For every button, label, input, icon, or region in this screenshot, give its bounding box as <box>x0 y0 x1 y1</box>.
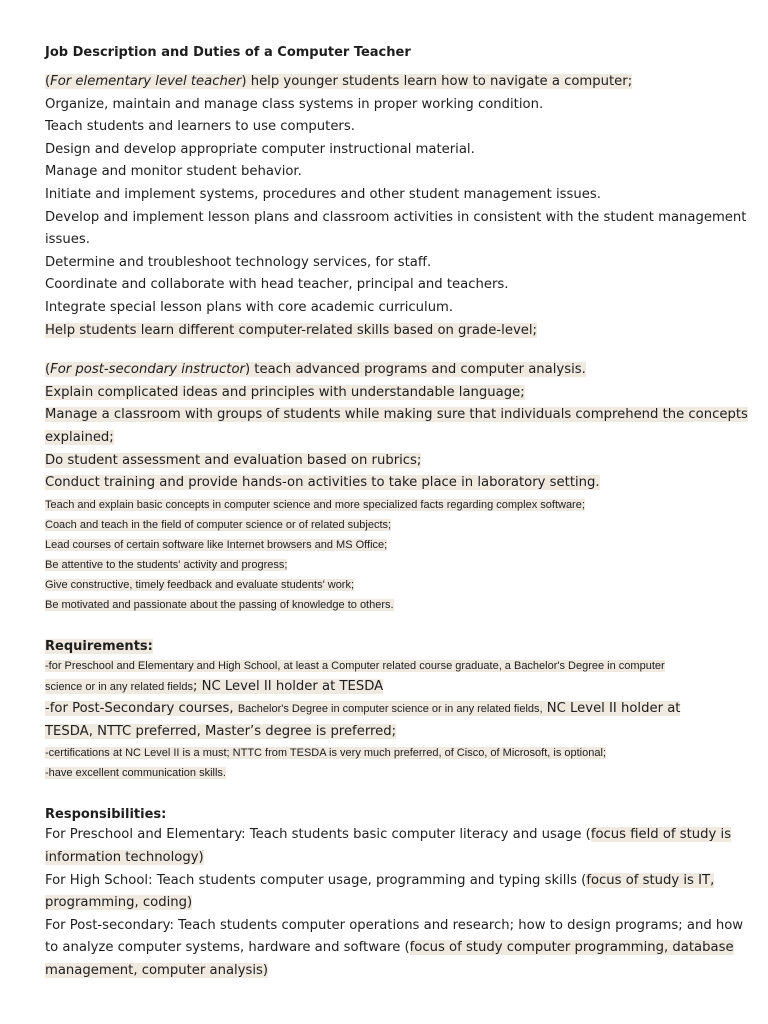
responsibility-item <box>45 960 725 983</box>
responsibility-item <box>45 870 725 893</box>
requirement-item <box>45 743 725 763</box>
small-duty-text: Teach and explain basic concepts in computer science and more specialized facts regarding complex software; <box>45 498 585 511</box>
responsibility-item: For Post-secondary: Teach students computer operations and research; how to design programs; and how <box>45 917 744 933</box>
postsecondary-intro-text: ) teach advanced programs and computer analysis. <box>244 362 586 378</box>
requirement-item <box>45 721 725 744</box>
elementary-intro-label: For elementary level teacher <box>50 74 242 89</box>
elementary-intro-open: ( <box>45 74 51 89</box>
duty-item: Manage and monitor student behavior. <box>45 164 302 180</box>
duty-item-text: Conduct training and provide hands-on activities to take place in laboratory setting. <box>45 475 600 491</box>
page-title: Job Description and Duties of a Computer Teacher <box>45 45 411 60</box>
responsibility-item <box>45 847 725 870</box>
responsibility-text: For High School: Teach students computer usage, programming and typing skills ( <box>45 872 587 888</box>
small-duty-item <box>45 495 725 515</box>
small-duty-text: Coach and teach in the field of computer science or of related subjects; <box>45 518 392 531</box>
responsibilities-heading: Responsibilities: <box>45 807 167 823</box>
requirements-heading <box>45 637 725 656</box>
postsecondary-intro <box>45 359 725 382</box>
requirement-small-text: science or in any related fields <box>45 680 193 693</box>
requirements-heading-text: Requirements: <box>45 638 153 654</box>
duty-item-text: Help students learn different computer-related skills based on grade-level; <box>45 322 537 338</box>
duty-item: Teach students and learners to use computers. <box>45 119 355 135</box>
duty-item <box>45 472 725 495</box>
requirement-item <box>45 698 725 721</box>
requirement-text: NC Level II holder at <box>542 701 681 717</box>
duty-item: Determine and troubleshoot technology services, for staff. <box>45 254 432 270</box>
postsecondary-intro-label: For post-secondary instructor <box>50 362 245 378</box>
requirement-text: -for Preschool and Elementary and High School, at least a Computer related course graduate, a Bachelor's Degree in computer <box>45 659 665 672</box>
requirement-text: -for Post-Secondary courses, <box>45 701 238 717</box>
duty-item-text: Manage a classroom with groups of students while making sure that individuals comprehend the concepts <box>45 407 748 423</box>
duty-item <box>45 320 725 343</box>
responsibility-focus: information technology) <box>45 850 204 866</box>
requirement-item <box>45 763 725 783</box>
responsibility-item <box>45 892 725 915</box>
duty-item-text: Do student assessment and evaluation based on rubrics; <box>45 452 422 468</box>
requirement-text: -have excellent communication skills. <box>45 767 226 780</box>
duty-item <box>45 450 725 473</box>
duty-item: Design and develop appropriate computer instructional material. <box>45 141 475 157</box>
postsecondary-intro-open: ( <box>45 362 51 378</box>
requirement-item <box>45 676 725 699</box>
small-duty-item <box>45 575 725 595</box>
small-duty-text: Be motivated and passionate about the passing of knowledge to others. <box>45 598 394 611</box>
elementary-intro-text: ) help younger students learn how to navigate a computer; <box>241 74 633 89</box>
requirement-small-text: Bachelor's Degree in computer science or in any related fields, <box>237 703 543 716</box>
responsibility-item <box>45 937 734 960</box>
duty-item: Develop and implement lesson plans and classroom activities in consistent with the student management <box>45 209 747 225</box>
document-page <box>45 43 748 983</box>
responsibility-focus: focus field of study is <box>590 827 732 843</box>
small-duty-item <box>45 515 725 535</box>
duty-item: Integrate special lesson plans with core academic curriculum. <box>45 299 454 315</box>
requirement-text: TESDA, NTTC preferred, Master’s degree is preferred; <box>45 723 397 739</box>
responsibility-text: to analyze computer systems, hardware and software ( <box>45 940 410 956</box>
responsibility-focus: programming, coding) <box>45 895 193 911</box>
requirement-text: ; NC Level II holder at TESDA <box>192 678 384 694</box>
requirement-text: -certifications at NC Level II is a must; NTTC from TESDA is very much preferred, of Cisco, of Microsoft, is optional; <box>45 747 606 760</box>
duty-item: issues. <box>45 232 90 248</box>
small-duty-item <box>45 535 725 555</box>
duty-item <box>45 427 725 450</box>
duty-item-text: Explain complicated ideas and principles with understandable language; <box>45 384 525 400</box>
duty-item-text: explained; <box>45 429 114 445</box>
small-duty-item <box>45 555 725 575</box>
responsibility-focus: management, computer analysis) <box>45 963 269 979</box>
duty-item: Coordinate and collaborate with head teacher, principal and teachers. <box>45 277 509 293</box>
small-duty-text: Be attentive to the students' activity and progress; <box>45 558 288 571</box>
small-duty-text: Lead courses of certain software like Internet browsers and MS Office; <box>45 538 388 551</box>
small-duty-item <box>45 595 725 615</box>
responsibility-focus: focus of study computer programming, database <box>409 940 734 956</box>
duty-item: Initiate and implement systems, procedures and other student management issues. <box>45 186 601 202</box>
small-duty-text: Give constructive, timely feedback and evaluate students' work; <box>45 578 355 591</box>
elementary-intro <box>45 71 725 94</box>
responsibility-focus: focus of study is IT, <box>586 872 715 888</box>
responsibility-item <box>45 824 732 847</box>
requirement-item <box>45 656 725 676</box>
duty-item <box>45 404 748 427</box>
responsibility-text: For Preschool and Elementary: Teach students basic computer literacy and usage ( <box>45 827 591 843</box>
duty-item <box>45 382 725 405</box>
duty-item: Organize, maintain and manage class systems in proper working condition. <box>45 96 544 112</box>
